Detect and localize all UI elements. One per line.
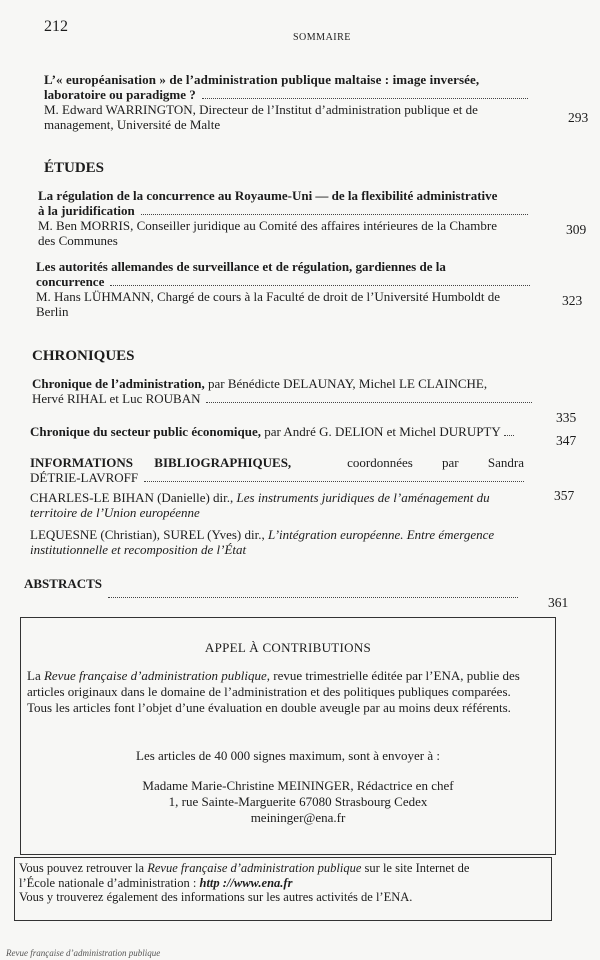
- page-ref: 293: [568, 110, 589, 125]
- entry-author: M. Hans LÜHMANN, Chargé de cours à la Faculté de droit de l’Université Humboldt de: [36, 289, 501, 304]
- journal-name: Revue française d’administration publique: [147, 861, 362, 875]
- address-line: Madame Marie-Christine MEININGER, Rédactrice en chef: [142, 778, 454, 793]
- entry-title: Chronique du secteur public économique,: [30, 424, 262, 439]
- toc-entry-informations: [30, 455, 524, 557]
- footer-journal-name: Revue française d’administration publique: [6, 948, 161, 958]
- toc-entry-chronique-admin: [32, 376, 532, 406]
- entry-authors: par Bénédicte DELAUNAY, Michel LE CLAINCHE,: [208, 376, 488, 391]
- journal-name: Revue française d’administration publique: [43, 668, 267, 683]
- entry-authors-cont: Hervé RIHAL et Luc ROUBAN: [32, 391, 201, 406]
- website-box: [14, 857, 552, 921]
- appel-box: [20, 617, 556, 855]
- appel-paragraph: [27, 668, 551, 716]
- dot-leader: [141, 214, 528, 215]
- book1-author: CHARLES-LE BIHAN (Danielle) dir.,: [30, 490, 234, 505]
- entry-authors: par André G. DELION et Michel DURUPTY: [264, 424, 501, 439]
- address-line: 1, rue Sainte-Marguerite 67080 Strasbourg Cedex: [168, 794, 428, 809]
- page-ref: 361: [548, 595, 569, 610]
- page-number: 212: [44, 18, 68, 35]
- entry-title: La régulation de la concurrence au Royaume-Uni — de la flexibilité administrative: [38, 188, 498, 203]
- appel-text: La: [27, 668, 41, 683]
- dot-leader: [108, 597, 518, 598]
- page-ref: 323: [562, 293, 583, 308]
- appel-text: articles originaux dans le domaine de l’administration et des politiques publiques comparées.: [27, 684, 511, 699]
- book1-title: Les instruments juridiques de l’aménagement du: [236, 490, 490, 505]
- entry-title-cont: laboratoire ou paradigme ?: [44, 87, 196, 102]
- entry-title-cont: concurrence: [36, 274, 105, 289]
- toc-entry-royaume-uni: [38, 188, 536, 248]
- appel-heading: APPEL À CONTRIBUTIONS: [204, 640, 372, 655]
- website-text: [19, 861, 549, 905]
- appel-text: Tous les articles font l’objet d’une évaluation en double aveugle par au moins deux référents.: [27, 700, 511, 715]
- toc-entry-chronique-secteur: [30, 424, 534, 439]
- entry-author-cont: des Communes: [38, 233, 118, 248]
- dot-leader: [202, 98, 528, 99]
- section-heading-etudes: ÉTUDES: [44, 160, 105, 176]
- entry-title: ABSTRACTS: [24, 576, 103, 591]
- entry-coord: coordonnées par Sandra: [347, 455, 524, 470]
- appel-instruction: Les articles de 40 000 signes maximum, sont à envoyer à :: [136, 748, 440, 763]
- appel-address: [41, 778, 555, 826]
- website-text-line: Vous pouvez retrouver la: [19, 861, 145, 875]
- entry-title: Chronique de l’administration,: [32, 376, 205, 391]
- book2-title-cont: institutionnelle et recomposition de l’État: [30, 542, 247, 557]
- toc-entry-allemandes: [36, 259, 534, 319]
- entry-author: M. Ben MORRIS, Conseiller juridique au Comité des affaires intérieures de la Chambre: [38, 218, 497, 233]
- appel-text: , revue trimestrielle éditée par l’ENA, publie des: [266, 668, 520, 683]
- website-text-line: l’École nationale d’administration :: [19, 875, 197, 890]
- page-ref: 347: [556, 433, 577, 448]
- page-ref: 309: [566, 222, 587, 237]
- book2-author: LEQUESNE (Christian), SUREL (Yves) dir.,: [30, 527, 265, 542]
- toc-entry-malta: [44, 72, 544, 132]
- dot-leader: [504, 435, 514, 436]
- website-text-line: Vous y trouverez également des informations sur les autres activités de l’ENA.: [19, 890, 413, 904]
- book1-title-cont: territoire de l’Union européenne: [30, 505, 200, 520]
- entry-title: L’« européanisation » de l’administration publique maltaise : image inversée,: [44, 72, 480, 87]
- entry-title: Les autorités allemandes de surveillance et de régulation, gardiennes de la: [36, 259, 446, 274]
- email-address: meininger@ena.fr: [250, 810, 346, 825]
- section-heading-chroniques: CHRONIQUES: [32, 348, 135, 364]
- entry-author-cont: Berlin: [36, 304, 69, 319]
- entry-author-cont: management, Université de Malte: [44, 117, 221, 132]
- entry-title-cont: à la juridification: [38, 203, 135, 218]
- dot-leader: [144, 481, 524, 482]
- entry-author: M. Edward WARRINGTON, Directeur de l’Institut d’administration publique et de: [44, 102, 478, 117]
- page-ref: 357: [554, 488, 575, 503]
- entry-coord-cont: DÉTRIE-LAVROFF: [30, 470, 139, 485]
- dot-leader: [206, 402, 532, 403]
- dot-leader: [110, 285, 530, 286]
- website-text-line: sur le site Internet de: [364, 861, 470, 875]
- page-ref: 335: [556, 410, 577, 425]
- book2-title: L’intégration européenne. Entre émergence: [267, 527, 495, 542]
- toc-entry-abstracts: [24, 576, 518, 591]
- running-title: SOMMAIRE: [293, 32, 351, 43]
- website-url[interactable]: http ://www.ena.fr: [199, 875, 293, 890]
- entry-title: INFORMATIONS BIBLIOGRAPHIQUES,: [30, 455, 292, 470]
